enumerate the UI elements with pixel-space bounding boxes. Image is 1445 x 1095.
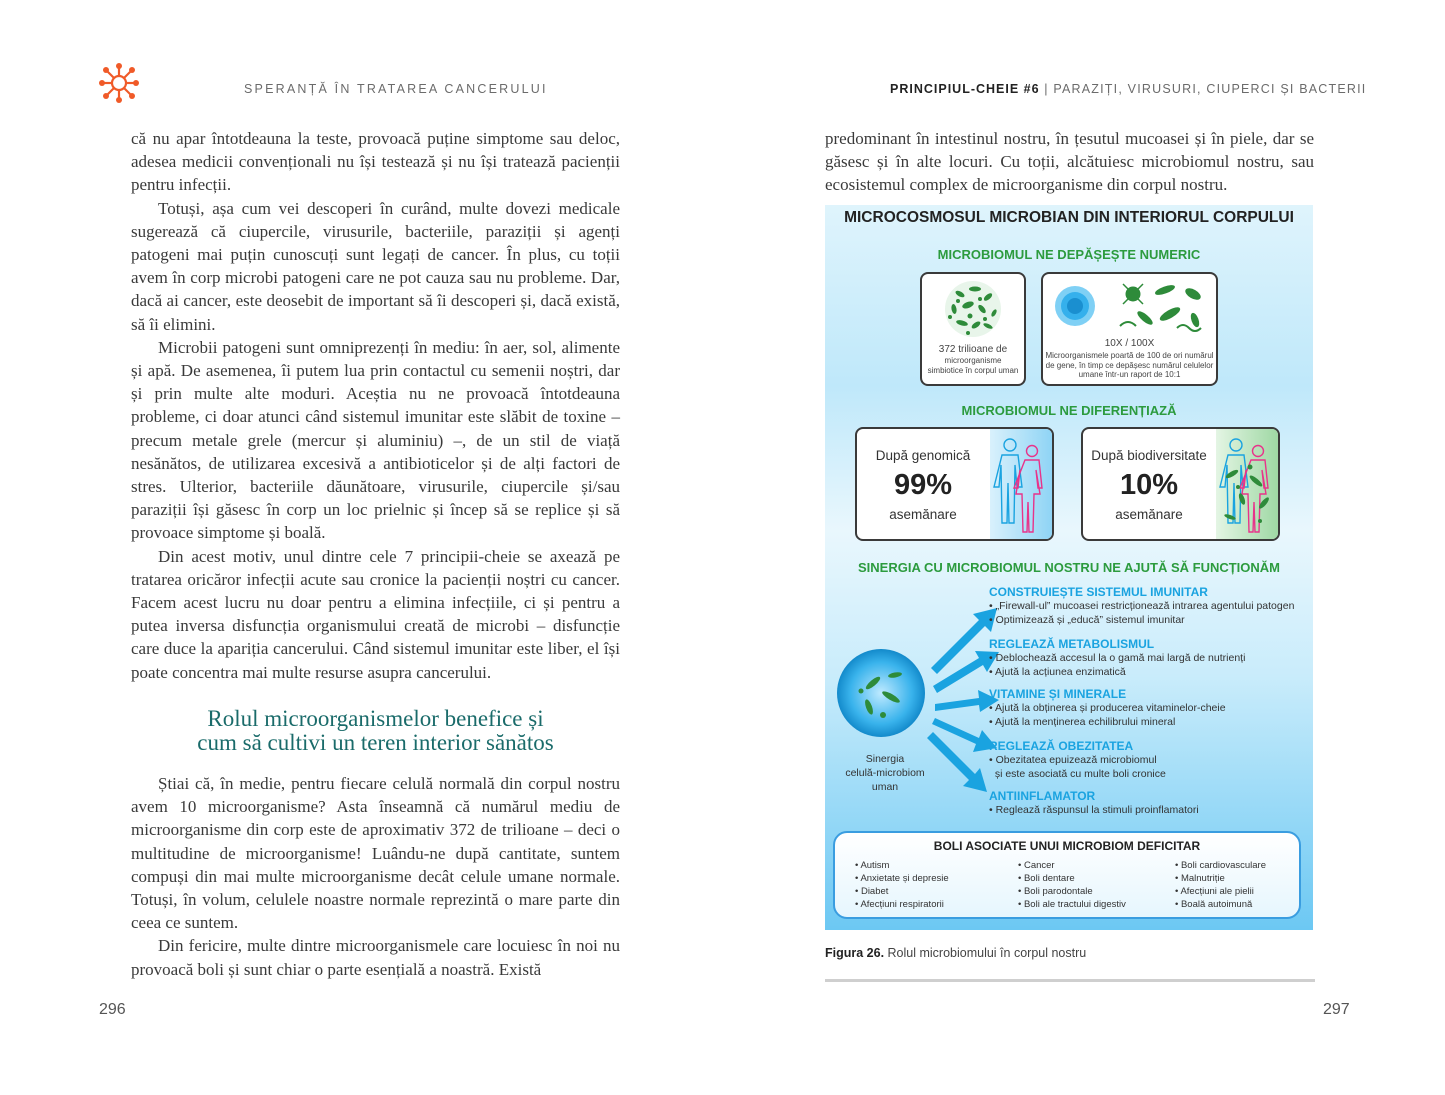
cell-label-line: Sinergia (865, 753, 905, 765)
microbiome-infographic (825, 205, 1313, 930)
diseases-column (1018, 859, 1126, 911)
human-figures-icon (990, 429, 1052, 539)
disease-item: • Afecțiuni ale pielii (1175, 886, 1254, 897)
disease-item: • Diabet (855, 886, 889, 897)
benefit-title: ANTIINFLAMATOR (989, 789, 1096, 803)
microorganism-count-text (922, 344, 1024, 375)
heading-line: Rolul microorganismelor benefice și (207, 706, 544, 731)
benefit-item: • „Firewall-ul” mucoasei restricționează intrarea agentului patogen (989, 600, 1295, 612)
right-running-header (890, 82, 1366, 96)
benefit-title: VITAMINE ȘI MINERALE (989, 687, 1127, 701)
book-logo-icon (99, 63, 139, 103)
disease-item: • Malnutriție (1175, 873, 1225, 884)
right-text-block (825, 127, 1314, 197)
diseases-title: BOLI ASOCIATE UNUI MICROBIOM DEFICITAR (933, 839, 1201, 853)
paragraph: Știai că, în medie, pentru fiecare celulă normală din corpul nostru avem 10 microorganisme? Asta înseamnă că numărul mediu de microorganisme din corp este de aproximativ 372 de trilioane – deci o multitudine de microorganisme! Luându-ne după cantitate, suntem compuși din mai multe microorganisme decât celule umane normale. Totuși, în volum, celulele noastre normale reprezintă o mare parte din ceea ce suntem. (131, 774, 620, 933)
left-text-block-2 (131, 772, 620, 981)
similarity-label: După biodiversitate (1091, 448, 1207, 463)
gene-ratio-text (1043, 351, 1216, 380)
benefit-metabolism (989, 637, 1245, 679)
header-topic: | PARAZIȚI, VIRUSURI, CIUPERCI ȘI BACTERII (1039, 82, 1367, 96)
benefit-item: • Obezitatea epuizează microbiomul (989, 754, 1157, 766)
similarity-label: După genomică (875, 448, 971, 463)
disease-item: • Afecțiuni respiratorii (855, 899, 944, 910)
benefit-item: și este asociată cu multe boli cronice (989, 768, 1166, 780)
benefit-obesity (989, 739, 1166, 781)
benefit-item: • Deblochează accesul la o gamă mai largă de nutrienți (989, 652, 1246, 664)
caption-text: Rolul microbiomului în corpul nostru (884, 946, 1087, 960)
gene-ratio-box (1041, 272, 1218, 386)
similarity-unit: asemănare (889, 507, 957, 522)
diseases-column (1175, 859, 1266, 911)
disease-item: • Anxietate și depresie (855, 873, 949, 884)
left-page-number: 296 (99, 1001, 126, 1018)
genomics-similarity-box (855, 427, 1054, 541)
disease-item: • Autism (855, 860, 890, 871)
microorganism-count-box (920, 272, 1026, 386)
paragraph: Din fericire, multe dintre microorganismele care locuiesc în noi nu provoacă boli și sunt chiar o parte esențială a noastră. Există (131, 936, 620, 979)
microbes-icon (1115, 280, 1210, 334)
cell-label-line: uman (871, 781, 899, 793)
disease-item: • Boală autoimună (1175, 899, 1253, 910)
paragraph: Totuși, așa cum vei descoperi în curând, multe dovezi medicale sugerează că ciupercile, virusurile, bacteriile, paraziții și agenți patogeni mai puțin cunoscuți sunt legați de cancer. În plus, cu toții avem în corp microbi patogeni care ne pot cauza sau nu probleme. Dar, dacă ai cancer, este deosebit de important să îi descoperi și, dacă există, să îi elimini. (131, 198, 620, 334)
diseases-box (833, 831, 1301, 919)
heading-line: cum să cultivi un teren interior sănătos (197, 730, 554, 755)
human-microbe-figures-icon (1216, 429, 1278, 539)
synergy-cell-label (825, 752, 945, 794)
benefit-item: • Ajută la acțiunea enzimatică (989, 666, 1126, 678)
section-outnumbers: MICROBIOMUL NE DEPĂȘEȘTE NUMERIC (937, 247, 1201, 262)
caption-divider (825, 979, 1315, 982)
section-synergy: SINERGIA CU MICROBIOMUL NOSTRU NE AJUTĂ SĂ FUNCȚIONĂM (857, 560, 1281, 575)
biodiversity-similarity-box (1081, 427, 1280, 541)
disease-item: • Boli parodontale (1018, 886, 1093, 897)
benefit-title: CONSTRUIEȘTE SISTEMUL IMUNITAR (989, 585, 1208, 599)
benefit-item: • Ajută la obținerea și producerea vitaminelor-cheie (989, 702, 1226, 714)
similarity-value: 10% (1119, 469, 1179, 501)
paragraph: predominant în intestinul nostru, în țesutul mucoasei și în piele, dar se găsesc și în alte locuri. Cu toții, alcătuiesc microbiomul nostru, sau ecosistemul complex de microorganisme din corpul nostru. (825, 129, 1314, 195)
ratio-line: umane într-un raport de 10:1 (1078, 370, 1181, 379)
cell-label-line: celulă-microbiom (845, 767, 925, 779)
microbe-cluster-icon (940, 279, 1006, 339)
caption-label: Figura 26. (825, 946, 885, 960)
right-page-number: 297 (1323, 1001, 1350, 1018)
infographic-title: MICROCOSMOSUL MICROBIAN DIN INTERIORUL CORPULUI (844, 209, 1294, 226)
count-line: simbiotice în corpul uman (927, 365, 1019, 375)
figure-caption (825, 946, 1086, 960)
similarity-unit: asemănare (1115, 507, 1183, 522)
paragraph: că nu apar întotdeauna la teste, provoacă puține simptome sau deloc, adesea medicii convenționali nu își testează și nu își tratează pacienții pentru infecții. (131, 129, 620, 195)
header-principle: PRINCIPIUL-CHEIE #6 (890, 82, 1040, 96)
paragraph: Microbii patogeni sunt omniprezenți în mediu: în aer, sol, alimente și apă. De asemenea, îi putem lua prin contactul cu semenii noștri, dar și prin multe alte moduri. Aceștia nu ne provoacă întotdeauna probleme, ci doar atunci când sistemul imunitar este slăbit de toxine – precum metale grele (mercur și aluminiu) –, de un stil de viață nesănătos, de utilizarea excesivă a antibioticelor și de alți factori de stres. Ulterior, bacteriile dăunătoare, virusurile, ciupercile și/sau paraziții își găsesc în corp un loc prielnic și încep să se replice și să provoace simptome și boală. (131, 337, 620, 543)
benefit-item: • Ajută la menținerea echilibrului mineral (989, 716, 1176, 728)
benefit-title: REGLEAZĂ METABOLISMUL (989, 637, 1155, 651)
disease-item: • Boli dentare (1018, 873, 1075, 884)
human-cell-icon (1053, 284, 1097, 328)
ratio-line: de gene, în timp ce depășesc numărul celulelor (1045, 360, 1214, 370)
benefit-item: • Reglează răspunsul la stimuli proinflamatori (989, 804, 1199, 816)
left-running-header: SPERANȚĂ ÎN TRATAREA CANCERULUI (244, 82, 548, 96)
benefit-item: • Optimizează și „educă” sistemul imunitar (989, 614, 1185, 626)
ratio-line: Microorganismele poartă de 100 de ori numărul (1045, 351, 1214, 360)
disease-item: • Cancer (1018, 860, 1055, 871)
diseases-column (855, 859, 949, 911)
section-heading (131, 707, 620, 755)
benefit-antiinflammatory (989, 789, 1199, 817)
disease-item: • Boli cardiovasculare (1175, 860, 1266, 871)
count-line: microorganisme (944, 356, 1002, 365)
ratio-text: 10X / 100X (1104, 338, 1155, 349)
paragraph: Din acest motiv, unul dintre cele 7 principii-cheie se axează pe tratarea oricăror infecții acute sau cronice la pacienții noștri cu cancer. Facem acest lucru nu doar pentru a elimina infecțiile, ci și pentru a putea inversa disfuncția organismului creată de microbi – disfuncție care duce la apariția cancerului. Când sistemul imunitar este liber, el își poate concentra mai multe resurse asupra cancerului. (131, 546, 620, 682)
benefit-immune (989, 585, 1294, 627)
disease-item: • Boli ale tractului digestiv (1018, 899, 1126, 910)
benefit-title: REGLEAZĂ OBEZITATEA (989, 739, 1134, 753)
count-line: 372 trilioane de (938, 344, 1008, 355)
section-differentiates: MICROBIOMUL NE DIFERENȚIAZĂ (961, 403, 1177, 418)
similarity-value: 99% (893, 469, 953, 501)
benefit-vitamins (989, 687, 1226, 729)
left-text-block (131, 127, 620, 684)
